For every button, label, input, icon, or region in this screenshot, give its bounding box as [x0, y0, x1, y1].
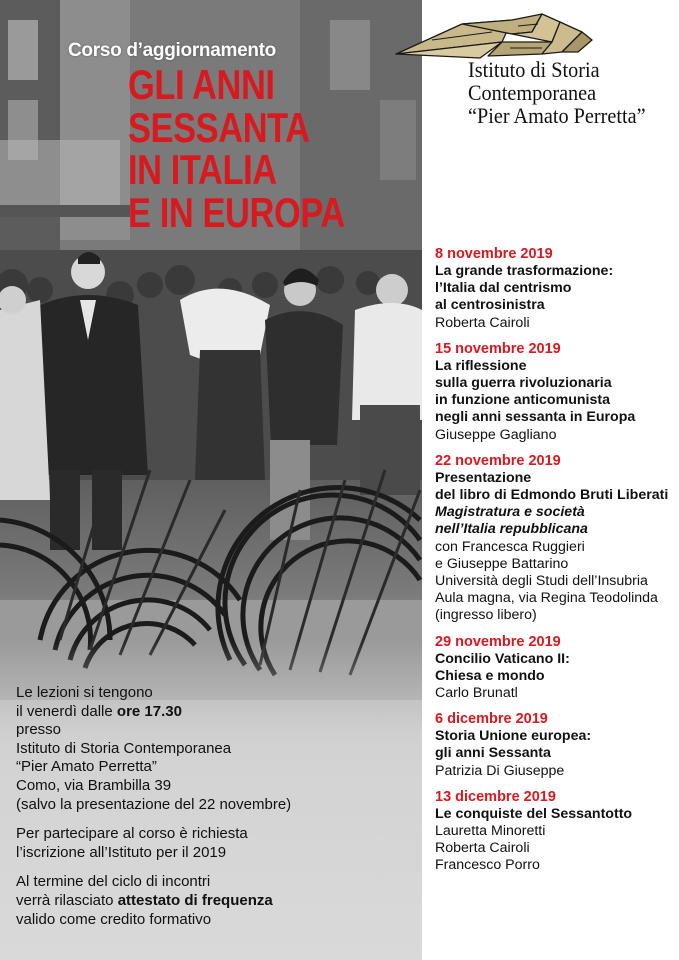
event-title-line: negli anni sessanta in Europa — [435, 409, 636, 426]
event-speaker: Francesco Porro — [435, 857, 540, 874]
event-title — [435, 470, 675, 504]
book-title-line: Magistratura e società — [435, 504, 585, 521]
info-line: valido come credito formativo — [16, 910, 212, 928]
program-event — [435, 341, 675, 444]
event-date: 8 novembre 2019 — [435, 246, 553, 262]
poster-title-line: SESSANTA — [128, 103, 310, 151]
event-date: 15 novembre 2019 — [435, 340, 561, 357]
event-title-line: Storia Unione europea: — [435, 728, 592, 745]
info-line: Al termine del ciclo di incontri — [16, 873, 211, 891]
info-line: (salvo la presentazione del 22 novembre) — [16, 795, 292, 813]
event-speaker: Patrizia Di Giuseppe — [435, 762, 565, 779]
event-date: 29 novembre 2019 — [435, 633, 561, 650]
event-detail: Aula magna, via Regina Teodolinda — [435, 590, 658, 607]
lessons-info — [16, 684, 416, 814]
book-title-line: nell’Italia repubblicana — [435, 521, 588, 538]
event-detail: e Giuseppe Battarino — [435, 555, 569, 572]
course-label: Corso d’aggiornamento — [68, 40, 276, 61]
certificate-name: attestato di frequenza — [117, 891, 273, 909]
event-title-line: del libro di Edmondo Bruti Liberati — [435, 487, 669, 504]
info-line — [16, 703, 416, 722]
event-title — [435, 358, 675, 427]
event-title — [435, 728, 675, 762]
event-detail: con Francesca Ruggieri — [435, 538, 585, 555]
event-title-line: La riflessione — [435, 357, 527, 374]
event-title-line: l’Italia dal centrismo — [435, 280, 572, 297]
event-title — [435, 651, 675, 685]
info-line: l’iscrizione all’Istituto per il 2019 — [16, 843, 227, 861]
course-info — [16, 684, 416, 940]
event-title-line: sulla guerra rivoluzionaria — [435, 375, 612, 392]
info-line: Per partecipare al corso è richiesta — [16, 825, 248, 843]
info-text: il venerdì dalle — [16, 702, 117, 720]
info-line: Como, via Brambilla 39 — [16, 776, 172, 794]
event-date: 22 novembre 2019 — [435, 452, 561, 469]
event-date: 6 dicembre 2019 — [435, 711, 548, 728]
program-event — [435, 634, 675, 703]
event-title-line: Presentazione — [435, 469, 532, 486]
poster-title-line: IN ITALIA — [128, 146, 277, 193]
event-title — [435, 263, 675, 315]
event-title-line: Concilio Vaticano II: — [435, 650, 570, 667]
info-line: Le lezioni si tengono — [16, 684, 153, 701]
event-date: 13 dicembre 2019 — [435, 788, 556, 805]
event-speaker: Roberta Cairoli — [435, 314, 530, 331]
event-title-line: La grande trasformazione: — [435, 263, 614, 279]
event-title-line: Le conquiste del Sessantotto — [435, 805, 633, 822]
info-line: presso — [16, 721, 62, 739]
info-line: Istituto di Storia Contemporanea — [16, 739, 232, 757]
registration-info — [16, 825, 416, 862]
event-title-line: al centrosinistra — [435, 297, 545, 314]
info-line — [16, 892, 416, 911]
event-speaker: Lauretta Minoretti — [435, 823, 546, 840]
program-event — [435, 453, 675, 625]
lesson-time: ore 17.30 — [116, 702, 182, 720]
event-speaker: Giuseppe Gagliano — [435, 426, 557, 443]
event-detail: (ingresso libero) — [435, 607, 537, 624]
event-title-line: in funzione anticomunista — [435, 392, 610, 409]
poster-title-line: E IN EUROPA — [128, 188, 345, 236]
info-text: verrà rilasciato — [16, 891, 118, 909]
institute-name-line: “Pier Amato Perretta” — [468, 103, 646, 128]
event-title-line: gli anni Sessanta — [435, 745, 551, 762]
institute-name-line: Istituto di Storia — [468, 57, 600, 82]
event-title — [435, 806, 675, 823]
certificate-info — [16, 873, 416, 929]
institute-name — [468, 58, 661, 127]
program-event — [435, 711, 675, 780]
event-title-line: Chiesa e mondo — [435, 667, 545, 684]
poster-title — [128, 61, 366, 236]
program-event — [435, 789, 675, 875]
poster-title-line: GLI ANNI — [128, 61, 275, 108]
event-speaker: Carlo Brunatl — [435, 685, 518, 702]
event-detail: Università degli Studi dell’Insubria — [435, 573, 648, 590]
event-speaker: Roberta Cairoli — [435, 840, 530, 857]
program-list — [435, 246, 675, 884]
info-line: “Pier Amato Perretta” — [16, 758, 157, 776]
institute-name-line: Contemporanea — [468, 80, 597, 105]
program-event — [435, 246, 675, 332]
